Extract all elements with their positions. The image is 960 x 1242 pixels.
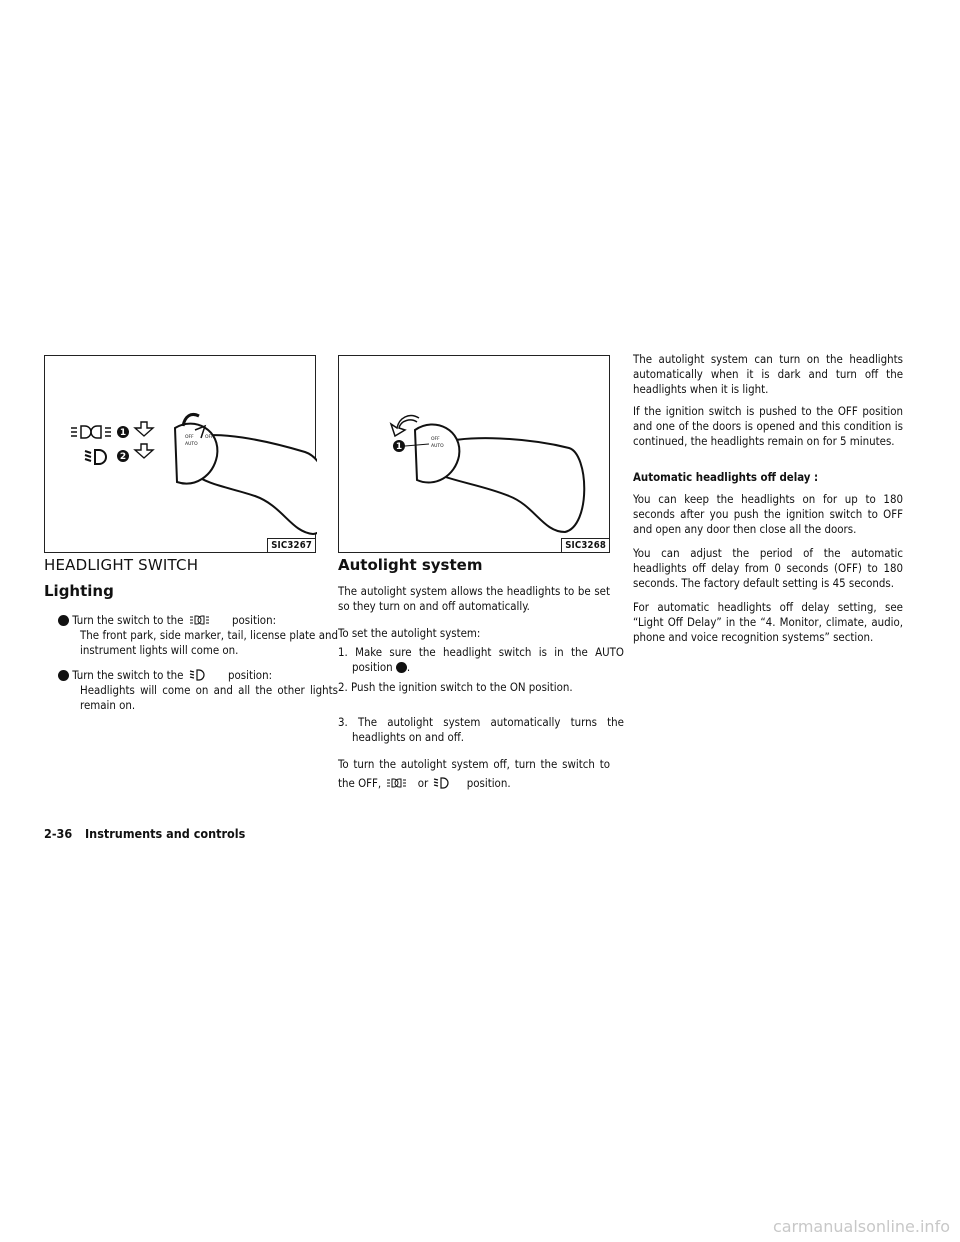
- headlight-icon: [433, 777, 451, 789]
- col3-paragraph-2: If the ignition switch is pushed to the OFF position and one of the doors is opened and this condition is continued, the headlights remain on for 5 minutes.: [633, 404, 903, 448]
- park-lamp-icon: [189, 614, 211, 626]
- watermark: carmanualsonline.info: [772, 1217, 950, 1236]
- callout-2-text: 2: [119, 452, 127, 462]
- figure-autolight-system: [338, 355, 610, 553]
- autolight-intro: The autolight system allows the headlights to be set so they turn on and off automatically.: [338, 584, 610, 613]
- col3-paragraph-3: You can keep the headlights on for up to 180 seconds after you push the ignition switch to OFF and open any door then close all the doors.: [633, 492, 903, 536]
- svg-text:OFF: OFF: [205, 435, 214, 440]
- chapter-label: Instruments and controls: [85, 826, 246, 841]
- step-1-text: 1. Make sure the headlight switch is in the AUTO position: [338, 645, 624, 674]
- headlight-icon: [189, 669, 207, 681]
- step-1-number: 1: [396, 662, 407, 673]
- page-number: 2-36: [44, 826, 73, 841]
- col3-paragraph-5: For automatic headlights off delay setting, see “Light Off Delay” in the “4. Monitor, climate, audio, phone and voice recognition systems” section.: [633, 600, 903, 644]
- autolight-step-2: 2. Push the ignition switch to the ON position.: [338, 680, 573, 694]
- col3-paragraph-4: You can adjust the period of the automatic headlights off delay from 0 seconds (OFF) to 180 seconds. The factory default setting is 45 seconds.: [633, 546, 903, 590]
- autolight-step-1: [338, 645, 624, 675]
- item-1-prefix: Turn the switch to the: [72, 613, 184, 627]
- switch-label-auto: AUTO: [431, 444, 444, 449]
- turn-off-suffix: position.: [466, 776, 511, 790]
- autolight-to-set: To set the autolight system:: [338, 626, 481, 640]
- arrow-down-icon: [135, 444, 153, 458]
- section-title: HEADLIGHT SWITCH: [44, 556, 199, 574]
- item-2-body: Headlights will come on and all the other lights remain on.: [80, 683, 338, 712]
- autolight-step-3: 3. The autolight system automatically turns the headlights on and off.: [338, 715, 624, 744]
- callout-1-text: 1: [395, 442, 403, 452]
- figure-caption: SIC3267: [267, 538, 315, 552]
- item-1-suffix: position:: [231, 613, 277, 627]
- step-1-end: .: [406, 660, 411, 674]
- figure-caption: SIC3268: [561, 538, 609, 552]
- svg-text:AUTO: AUTO: [185, 442, 198, 447]
- autolight-stalk-illustration: [339, 356, 611, 554]
- switch-label-off: OFF: [431, 437, 440, 442]
- item-number-2: 2: [58, 670, 69, 681]
- item-2-suffix: position:: [227, 668, 273, 682]
- headlight-stalk-illustration: [45, 356, 317, 554]
- item-1-body: The front park, side marker, tail, license plate and instrument lights will come on.: [80, 628, 338, 657]
- svg-text:OFF: OFF: [185, 435, 194, 440]
- item-number-1: 1: [58, 615, 69, 626]
- figure-headlight-switch-lighting: [44, 355, 316, 553]
- park-lamp-icon: [386, 777, 408, 789]
- sub-title-lighting: Lighting: [44, 582, 114, 600]
- turn-off-or: or: [417, 776, 429, 790]
- lighting-item-2: [49, 668, 338, 713]
- delay-heading: Automatic headlights off delay :: [633, 470, 819, 484]
- callout-1-text: 1: [119, 428, 127, 438]
- lighting-item-1: [49, 613, 338, 658]
- turn-off-prefix: To turn the autolight system off, turn the switch to the OFF,: [338, 757, 610, 790]
- item-2-prefix: Turn the switch to the: [72, 668, 184, 682]
- col3-paragraph-1: The autolight system can turn on the headlights automatically when it is dark and turn off the headlights when it is light.: [633, 352, 903, 396]
- sub-title-autolight: Autolight system: [338, 556, 483, 574]
- headlight-icon: [85, 450, 106, 464]
- park-lamp-icon: [71, 426, 111, 438]
- arrow-down-icon: [135, 422, 153, 436]
- autolight-turn-off: [338, 755, 610, 793]
